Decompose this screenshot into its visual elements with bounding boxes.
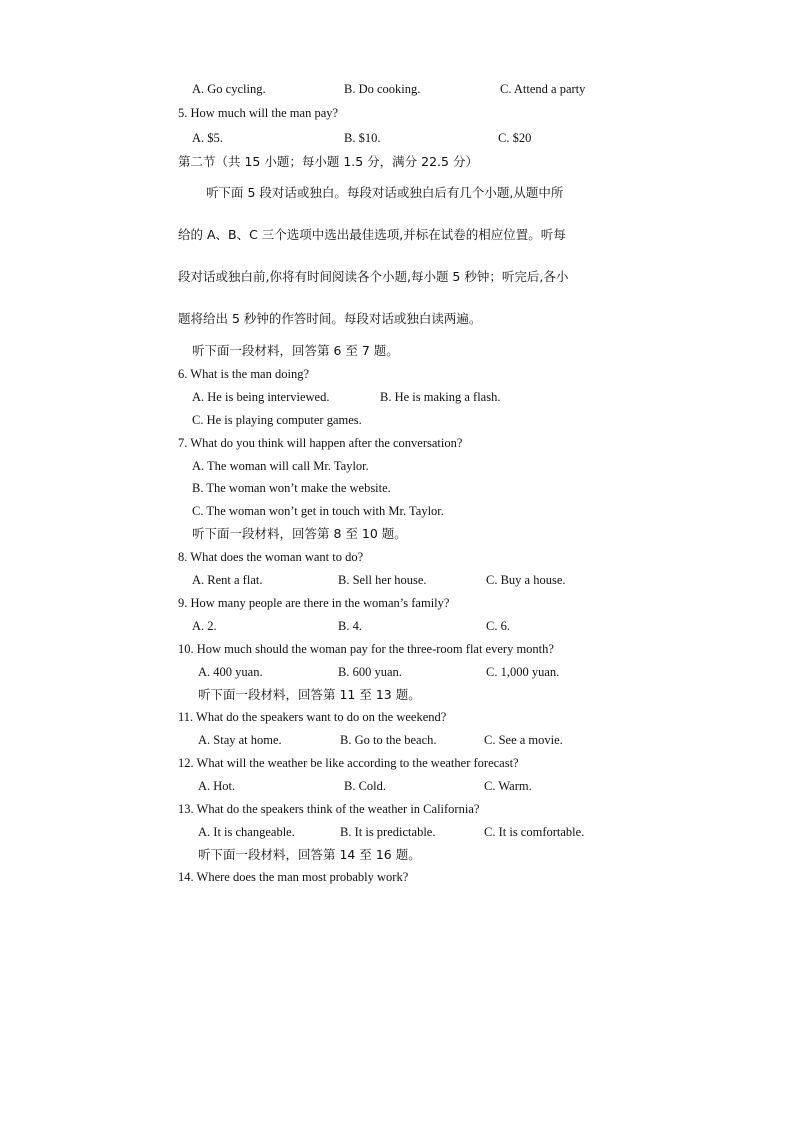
q4-option-b: B. Do cooking. [344,82,421,96]
q12-stem: 12. What will the weather be like according to the weather forecast? [178,756,519,770]
group-header: 听下面一段材料，回答第 8 至 10 题。 [192,526,407,541]
q10-option-c: C. 1,000 yuan. [486,665,560,679]
q13-option-b: B. It is predictable. [340,825,436,839]
group-header: 听下面一段材料，回答第 6 至 7 题。 [192,343,399,358]
q6-option-b: B. He is making a flash. [380,390,501,404]
q6-option-c: C. He is playing computer games. [192,413,362,427]
q5-option-a: A. $5. [192,131,223,145]
q6-option-a: A. He is being interviewed. [192,390,330,404]
q10-option-b: B. 600 yuan. [338,665,402,679]
instructions-line-2: 给的 A、B、C 三个选项中选出最佳选项,并标在试卷的相应位置。听每 [178,227,566,242]
group-header: 听下面一段材料，回答第 11 至 13 题。 [198,687,421,702]
q13-option-c: C. It is comfortable. [484,825,585,839]
q11-option-a: A. Stay at home. [198,733,282,747]
q14-stem: 14. Where does the man most probably work? [178,870,409,884]
q13-stem: 13. What do the speakers think of the weather in California? [178,802,480,816]
q9-option-b: B. 4. [338,619,362,633]
q7-option-c: C. The woman won’t get in touch with Mr. Taylor. [192,504,444,518]
q5-stem: 5. How much will the man pay? [178,106,339,120]
q11-stem: 11. What do the speakers want to do on the weekend? [178,710,447,724]
q5-option-c: C. $20 [498,131,532,145]
instructions-line-4: 题将给出 5 秒钟的作答时间。每段对话或独白读两遍。 [178,311,482,326]
q8-option-a: A. Rent a flat. [192,573,263,587]
q12-option-b: B. Cold. [344,779,387,793]
q7-stem: 7. What do you think will happen after the conversation? [178,436,463,450]
q9-option-c: C. 6. [486,619,510,633]
instructions-line-1: 听下面 5 段对话或独白。每段对话或独白后有几个小题,从题中所 [206,185,564,200]
q10-option-a: A. 400 yuan. [198,665,263,679]
q12-option-c: C. Warm. [484,779,532,793]
q9-stem: 9. How many people are there in the woman’s family? [178,596,450,610]
q8-option-c: C. Buy a house. [486,573,566,587]
q11-option-b: B. Go to the beach. [340,733,437,747]
instructions-line-3: 段对话或独白前,你将有时间阅读各个小题,每小题 5 秒钟；听完后,各小 [178,269,569,284]
q4-option-c: C. Attend a party [500,82,586,96]
q7-option-b: B. The woman won’t make the website. [192,481,391,495]
q9-option-a: A. 2. [192,619,217,633]
q10-stem: 10. How much should the woman pay for the three-room flat every month? [178,642,554,656]
section-title: 第二节（共 15 小题；每小题 1.5 分，满分 22.5 分） [178,154,478,169]
q8-option-b: B. Sell her house. [338,573,427,587]
q11-option-c: C. See a movie. [484,733,563,747]
q4-option-a: A. Go cycling. [192,82,266,96]
q12-option-a: A. Hot. [198,779,236,793]
q7-option-a: A. The woman will call Mr. Taylor. [192,459,369,473]
q8-stem: 8. What does the woman want to do? [178,550,364,564]
q6-stem: 6. What is the man doing? [178,367,309,381]
q13-option-a: A. It is changeable. [198,825,295,839]
q5-option-b: B. $10. [344,131,381,145]
group-header: 听下面一段材料，回答第 14 至 16 题。 [198,847,421,862]
